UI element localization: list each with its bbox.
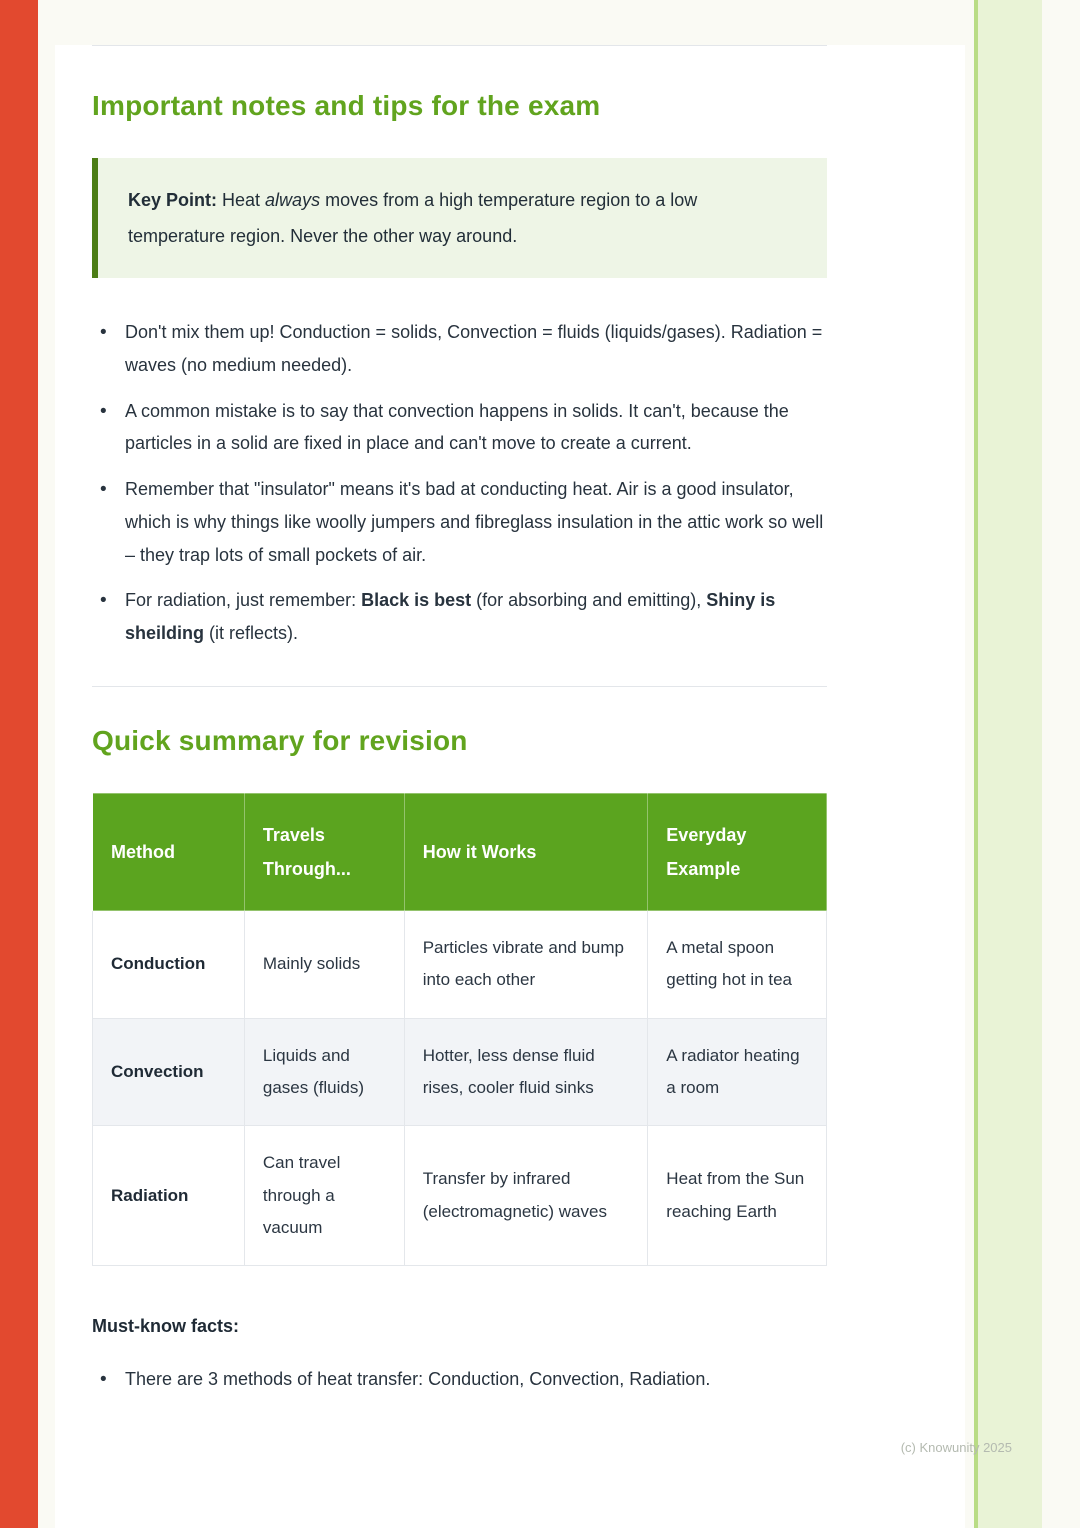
table-cell: Hotter, less dense fluid rises, cooler fluid sinks	[404, 1018, 648, 1126]
list-item	[92, 1363, 827, 1396]
bullet-text-mid: (for absorbing and emitting),	[471, 590, 707, 611]
summary-table	[92, 793, 827, 1266]
table-cell-method: Convection	[93, 1018, 245, 1126]
section-divider	[92, 686, 827, 687]
right-accent-strip	[974, 0, 1042, 1528]
table-header-row	[93, 793, 827, 910]
table-cell: Particles vibrate and bump into each other	[404, 911, 648, 1019]
key-point-text-pre: Heat	[217, 190, 266, 210]
table-header-cell: Everyday Example	[648, 793, 827, 910]
table-cell: Mainly solids	[244, 911, 404, 1019]
list-item	[92, 395, 827, 461]
table-cell: Can travel through a vacuum	[244, 1126, 404, 1266]
key-point-text-italic: always	[265, 190, 321, 210]
table-row	[93, 1018, 827, 1126]
bullet-text-bold-2: Shiny is sheilding	[125, 590, 776, 643]
key-point-text-post: moves from a high temperature region to a low temperature region. Never the other way around.	[128, 190, 698, 246]
table-cell: Transfer by infrared (electromagnetic) waves	[404, 1126, 648, 1266]
table-cell: A metal spoon getting hot in tea	[648, 911, 827, 1019]
table-header-cell: How it Works	[404, 793, 648, 910]
must-know-heading: Must-know facts:	[92, 1316, 240, 1337]
notes-section-title: Important notes and tips for the exam	[92, 90, 601, 121]
list-item	[92, 473, 827, 571]
bullet-text-post: (it reflects).	[204, 623, 299, 643]
key-point-label: Key Point:	[128, 190, 218, 210]
table-header-cell: Method	[93, 793, 245, 910]
bullet-text: A common mistake is to say that convection happens in solids. It can't, because the particles in a solid are fixed in place and can't move to create a current.	[125, 400, 789, 454]
table-row	[93, 1126, 827, 1266]
key-point-callout	[92, 158, 827, 278]
list-item	[92, 316, 827, 382]
bullet-text-bold-1: Black is best	[361, 590, 472, 611]
table-cell: Liquids and gases (fluids)	[244, 1018, 404, 1126]
left-accent-strip	[0, 0, 38, 1528]
content-card	[55, 45, 965, 1528]
footer-credit: (c) Knowunity 2025	[900, 1440, 1012, 1455]
summary-section-title: Quick summary for revision	[92, 724, 468, 756]
table-cell: A radiator heating a room	[648, 1018, 827, 1126]
bullet-text: Don't mix them up! Conduction = solids, Convection = fluids (liquids/gases). Radiation = waves (no medium needed).	[125, 322, 823, 375]
notes-bullet-list	[92, 316, 827, 650]
table-header-cell: Travels Through...	[244, 793, 404, 910]
bullet-text-pre: For radiation, just remember:	[125, 590, 362, 611]
list-item	[92, 584, 827, 650]
table-cell-method: Radiation	[93, 1126, 245, 1266]
table-cell: Heat from the Sun reaching Earth	[648, 1126, 827, 1266]
bullet-text: Remember that "insulator" means it's bad at conducting heat. Air is a good insulator, which is why things like woolly jumpers and fibreglass insulation in the attic work so well – they trap lots of small pockets of air.	[125, 479, 824, 565]
table-cell-method: Conduction	[93, 911, 245, 1019]
fact-text: There are 3 methods of heat transfer: Conduction, Convection, Radiation.	[125, 1369, 711, 1390]
facts-list	[92, 1363, 827, 1396]
content-inner	[92, 45, 827, 1396]
table-row	[93, 911, 827, 1019]
